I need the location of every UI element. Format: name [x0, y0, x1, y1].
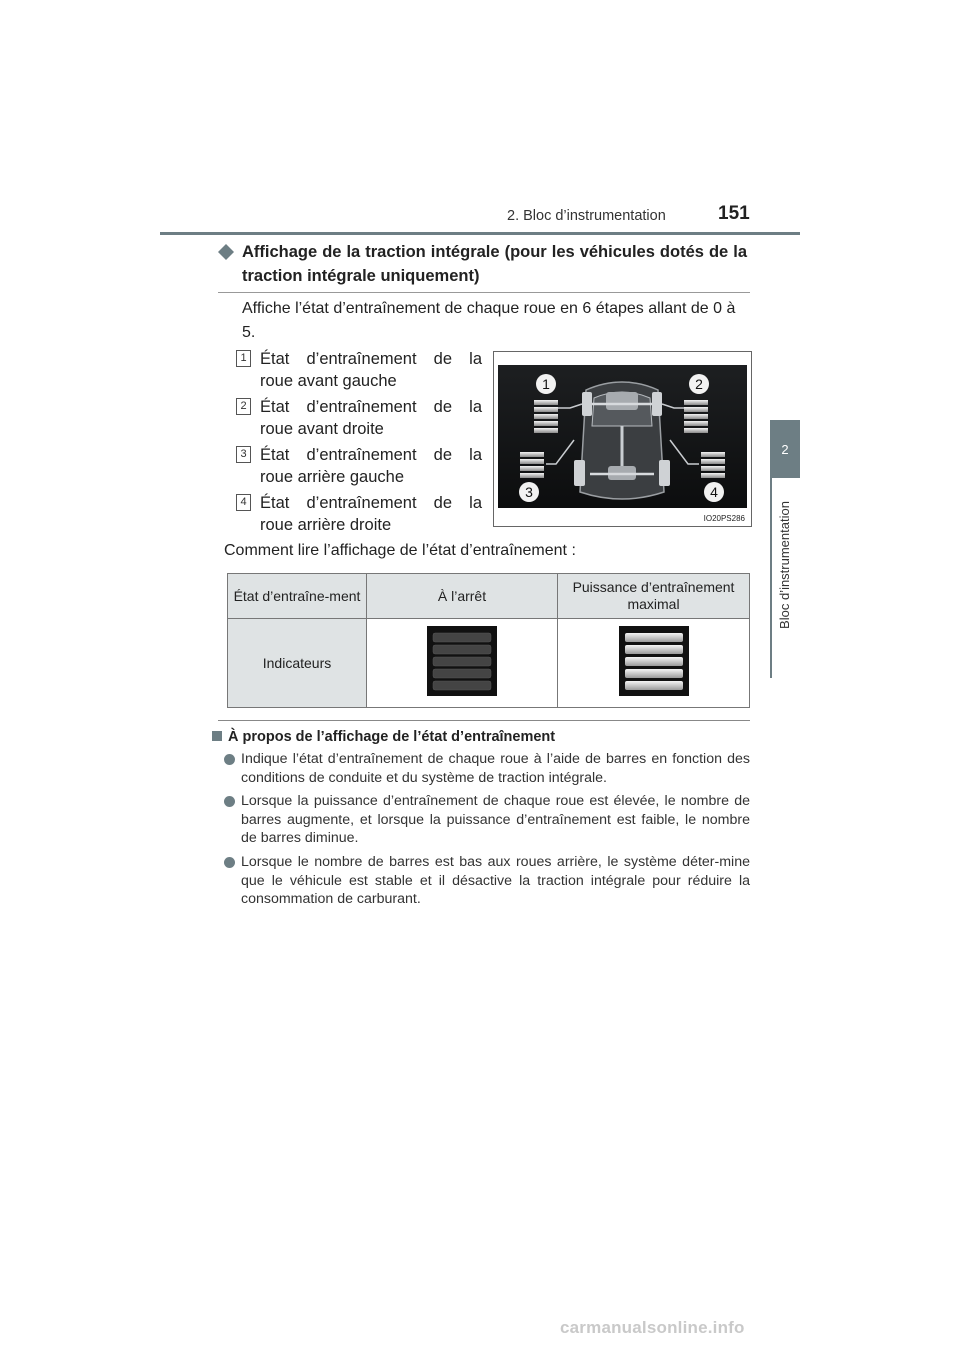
- stopped-indicator-bars: [427, 626, 497, 696]
- list-item-line2: roue avant gauche: [260, 372, 397, 390]
- indicator-table: [227, 573, 750, 708]
- watermark: carmanualsonline.info: [560, 1318, 745, 1337]
- chapter-tab: [770, 420, 800, 478]
- number-badge: 1: [236, 350, 251, 367]
- running-header-section: 2. Bloc d’instrumentation: [507, 208, 666, 224]
- max-power-indicator-bars: [619, 626, 689, 696]
- table-header-row: [228, 574, 750, 619]
- number-badge: 2: [236, 398, 251, 415]
- note-bullet: [224, 853, 750, 909]
- diamond-icon: [217, 243, 235, 261]
- callout-1: [536, 374, 556, 394]
- chapter-number: 2: [781, 441, 789, 457]
- list-item-line1: État d’entraînement de la: [260, 446, 482, 464]
- list-item-line1: État d’entraînement de la: [260, 494, 482, 512]
- list-item: [236, 444, 482, 488]
- number-badge: 3: [236, 446, 251, 463]
- max-power-indicator-cell: [558, 619, 750, 708]
- section-heading: Affichage de la traction intégrale (pour les véhicules dotés de la traction intégrale uniquement): [242, 243, 747, 285]
- number-badge: 4: [236, 494, 251, 511]
- list-item-line1: État d’entraînement de la: [260, 398, 482, 416]
- list-item: [236, 348, 482, 392]
- table-header-cell: À l’arrêt: [367, 574, 558, 619]
- list-item-line2: roue arrière gauche: [260, 468, 405, 486]
- callout-4: [704, 482, 724, 502]
- callout-3-label: 3: [525, 484, 533, 500]
- chapter-tab-label: [770, 490, 800, 640]
- circle-bullet-icon: [224, 796, 235, 807]
- circle-bullet-icon: [224, 857, 235, 868]
- table-header-cell: Puissance d’entraînement maximal: [558, 574, 750, 619]
- awd-display-figure: [493, 351, 752, 527]
- figure-code: IO20PS286: [703, 514, 745, 523]
- note-bullet-text: Indique l’état d’entraînement de chaque roue à l’aide de barres en fonction des conditions de conduite et du système de traction intégrale.: [241, 751, 750, 786]
- note-bullet: [224, 750, 750, 787]
- notes-heading-text: À propos de l’affichage de l’état d’entraînement: [228, 729, 556, 745]
- howto-paragraph: Comment lire l’affichage de l’état d’entraînement :: [224, 542, 576, 559]
- notes-rule: [218, 720, 750, 721]
- table-row: [228, 619, 750, 708]
- list-item-line1: État d’entraînement de la: [260, 350, 482, 368]
- square-bullet-icon: [212, 731, 222, 741]
- awd-display-illustration: [494, 352, 751, 526]
- intro-paragraph: Affiche l’état d’entraînement de chaque roue en 6 étapes allant de 0 à 5.: [242, 300, 736, 341]
- callout-2-label: 2: [695, 376, 703, 392]
- heading-rule: [218, 292, 750, 293]
- note-bullet-text: Lorsque le nombre de barres est bas aux roues arrière, le système déter-mine que le véhicule est stable et il désactive la traction intégrale pour réduire la consommation de carburant.: [241, 854, 750, 907]
- list-item: [236, 492, 482, 536]
- note-bullet: [224, 792, 750, 848]
- page-number: 151: [718, 203, 750, 224]
- callout-2: [689, 374, 709, 394]
- callout-1-label: 1: [542, 376, 550, 392]
- list-item-line2: roue arrière droite: [260, 516, 392, 534]
- circle-bullet-icon: [224, 754, 235, 765]
- stopped-indicator-cell: [367, 619, 558, 708]
- chapter-label: Bloc d’instrumentation: [777, 501, 792, 629]
- list-item-line2: roue avant droite: [260, 420, 384, 438]
- notes-heading: [212, 729, 555, 745]
- list-item: [236, 396, 482, 440]
- callout-4-label: 4: [710, 484, 718, 500]
- callout-3: [519, 482, 539, 502]
- header-rule: [160, 232, 800, 235]
- table-header-cell: État d’entraîne-ment: [228, 574, 367, 619]
- note-bullet-text: Lorsque la puissance d’entraînement de chaque roue est élevée, le nombre de barres augmente, et lorsque la puissance d’entraînement est faible, le nombre de barres diminue.: [241, 793, 750, 846]
- table-row-label: Indicateurs: [228, 619, 367, 708]
